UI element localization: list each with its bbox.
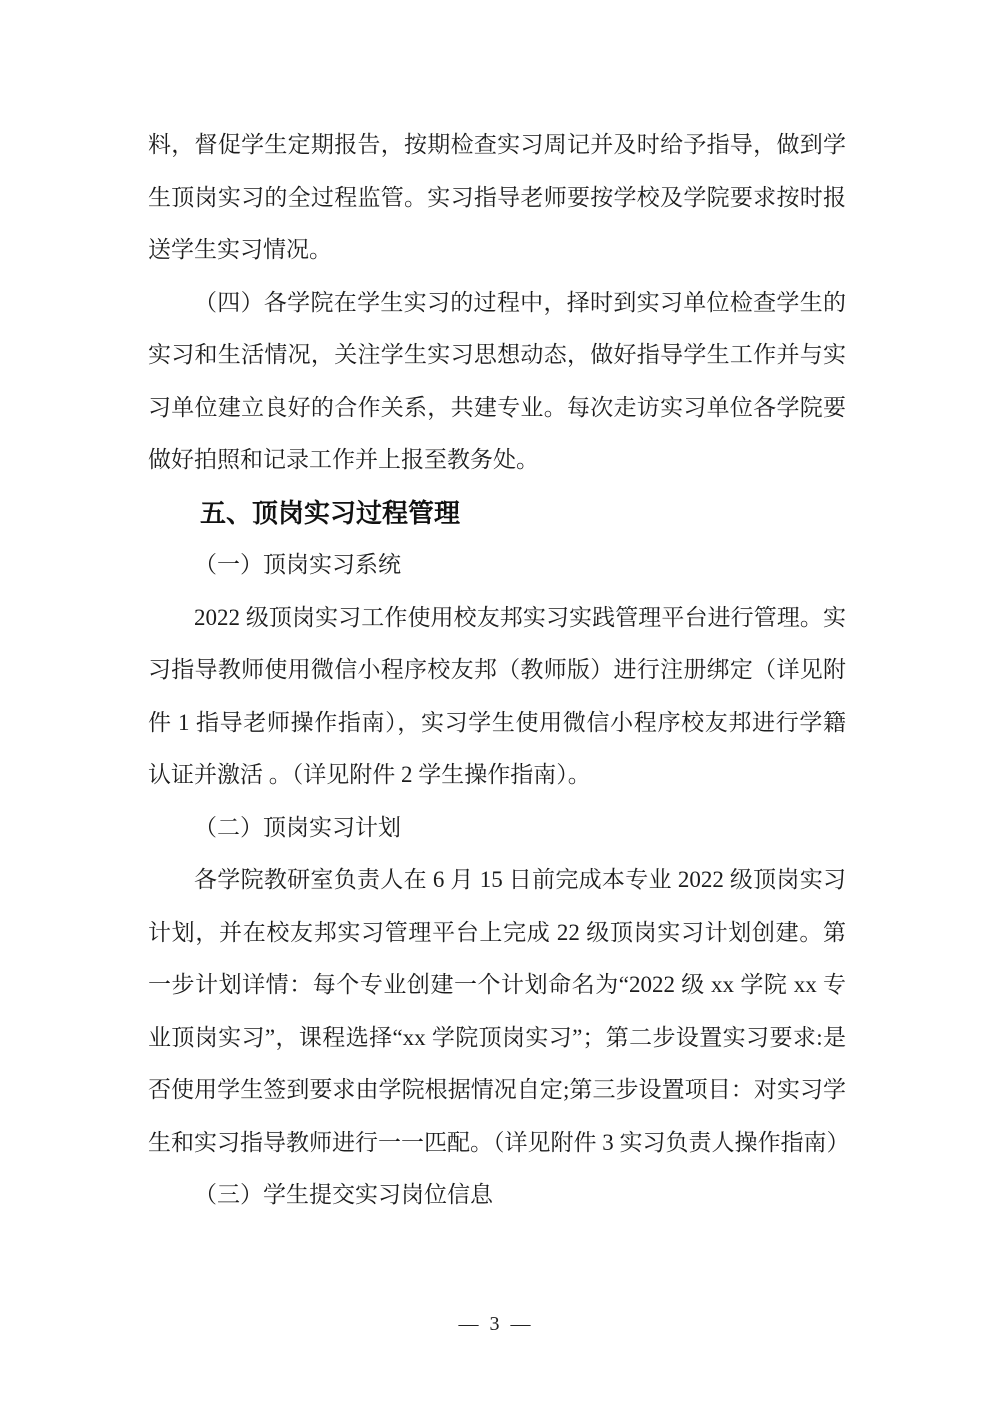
paragraph-internship-plan: 各学院教研室负责人在 6 月 15 日前完成本专业 2022 级顶岗实习计划，并在校友邦实习管理平台上完成 22 级顶岗实习计划创建。第一步计划详情：每个专业创建一个计划命名为“2022 级 xx 学院 xx 专业顶岗实习”，课程选择“xx 学院顶岗实习”；第二步设置实习要求:是否使用学生签到要求由学院根据情况自定;第三步设置项目：对实习学生和实习指导教师进行一一匹配。（详见附件 3 实习负责人操作指南） [148, 867, 850, 1155]
page-number: — 3 — [458, 1313, 534, 1335]
subsection-three-title: （三）学生提交实习岗位信息 [194, 1182, 493, 1207]
subsection-two-title: （二）顶岗实习计划 [194, 814, 401, 840]
section-heading-five: 五、顶岗实习过程管理 [200, 497, 461, 528]
document-body [148, 119, 850, 1222]
subsection-one-title: （一）顶岗实习系统 [194, 552, 401, 577]
paragraph-continuation: 料，督促学生定期报告，按期检查实习周记并及时给予指导，做到学生顶岗实习的全过程监管。实习指导老师要按学校及学院要求按时报送学生实习情况。 [148, 132, 846, 262]
paragraph-internship-system: 2022 级顶岗实习工作使用校友邦实习实践管理平台进行管理。实习指导教师使用微信小程序校友邦（教师版）进行注册绑定（详见附件 1 指导老师操作指南），实习学生使用微信小程序校友邦进行学籍认证并激活 。（详见附件 2 学生操作指南）。 [148, 604, 846, 787]
paragraph-item-four: （四）各学院在学生实习的过程中，择时到实习单位检查学生的实习和生活情况，关注学生实习思想动态，做好指导学生工作并与实习单位建立良好的合作关系，共建专业。每次走访实习单位各学院要做好拍照和记录工作并上报至教务处。 [148, 289, 846, 472]
page-footer [0, 1310, 992, 1338]
